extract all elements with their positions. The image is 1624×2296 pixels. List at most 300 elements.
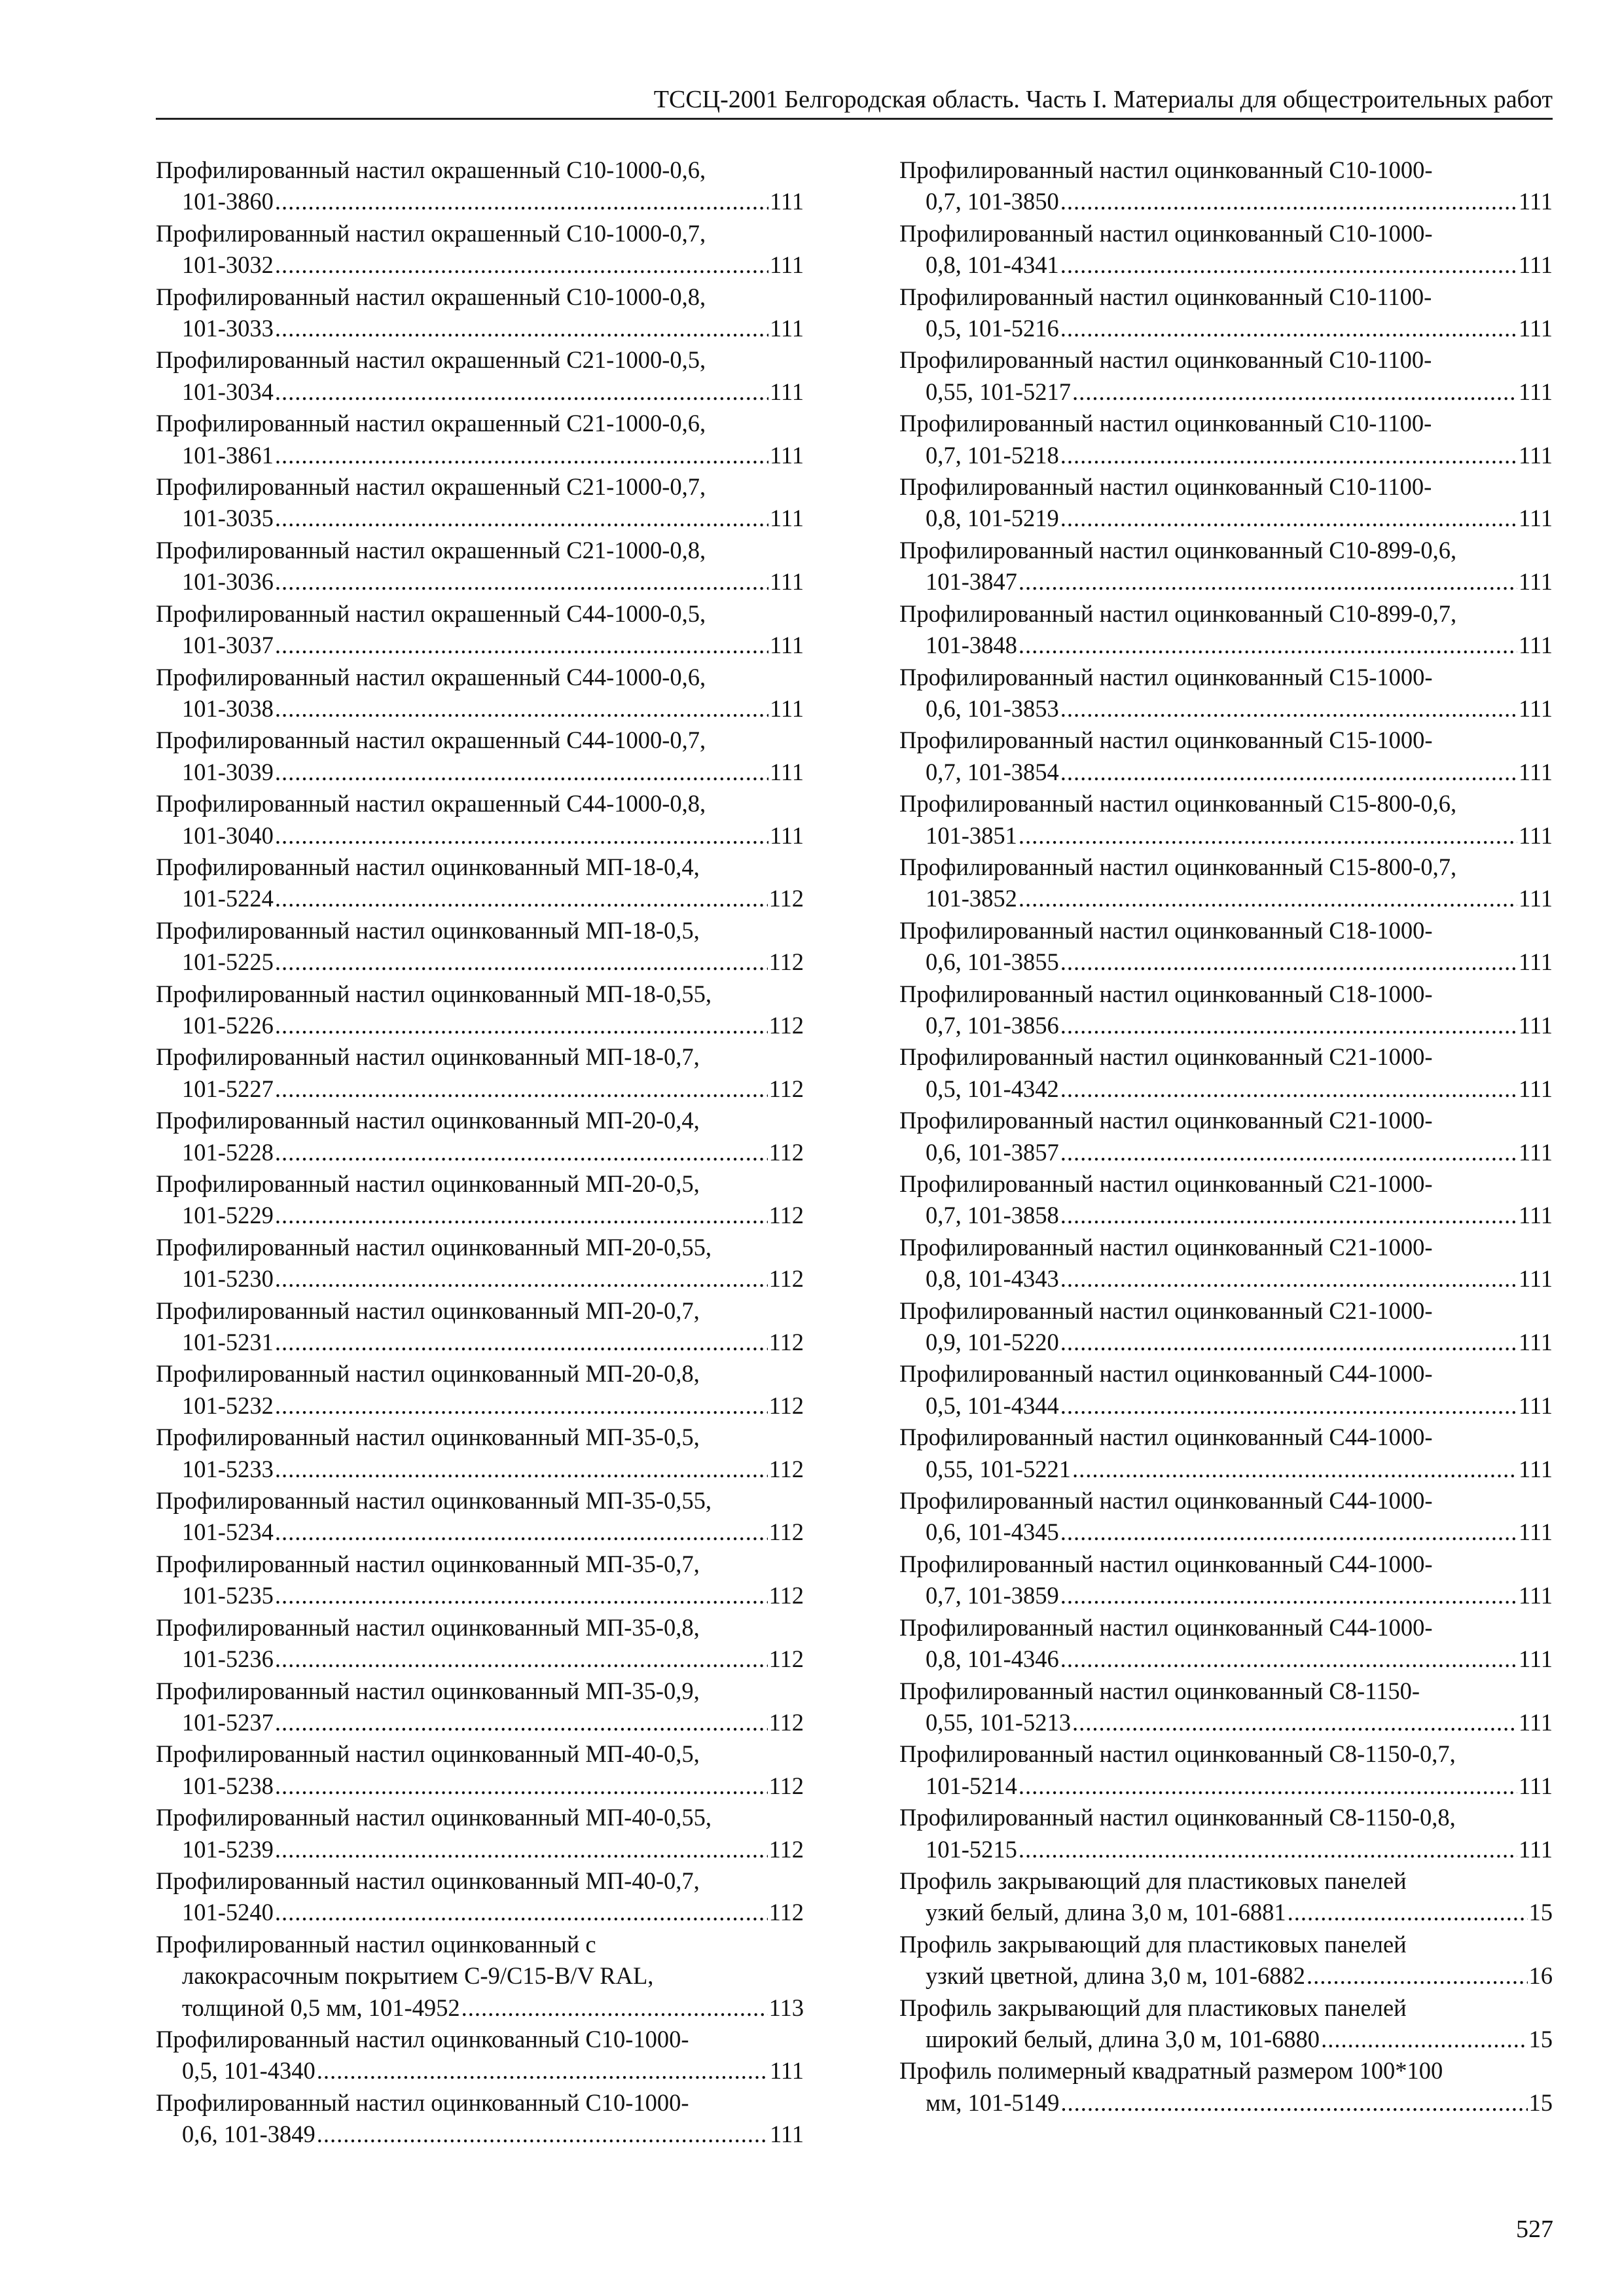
entry-text: Профилированный настил оцинкованный МП-35-0,9, [156,1677,700,1704]
entry-page-number: 111 [1518,1075,1553,1102]
entry-code: толщиной 0,5 мм, 101-4952 [182,1994,460,2021]
entry-last-line [899,2087,1553,2119]
dot-leader [275,1200,768,1231]
entry-code: 101-5232 [182,1391,274,1419]
index-entry [156,1865,804,1929]
index-entry [156,978,804,1042]
index-entry [156,471,804,535]
entry-code: 101-3847 [926,568,1017,596]
entry-last-line [156,376,804,408]
entry-text: Профилированный настил оцинкованный С10-899-0,6, [899,536,1457,564]
entry-last-line [156,1454,804,1485]
entry-code: 101-5229 [182,1202,274,1229]
dot-leader [275,1073,768,1105]
index-entry [899,535,1553,598]
entry-code: 101-3038 [182,694,274,722]
dot-leader [275,1707,768,1738]
entry-last-line [899,1580,1553,1611]
dot-leader [1060,186,1517,217]
dot-leader [275,1516,768,1548]
entry-last-line [899,1516,1553,1548]
entry-text: лакокрасочным покрытием С-9/С15-В/V RAL, [182,1962,654,1990]
entry-last-line [156,249,804,281]
dot-leader [1019,1834,1517,1865]
entry-code: 101-3035 [182,505,274,532]
index-entry [899,154,1553,218]
index-entry [899,852,1553,915]
entry-code: 101-5237 [182,1708,274,1736]
entry-page-number: 111 [769,568,804,596]
entry-page-number: 111 [769,821,804,849]
entry-last-line [899,693,1553,725]
entry-page-number: 111 [769,694,804,722]
entry-text: Профилированный настил окрашенный С21-1000-0,6, [156,410,706,437]
entry-code: 0,5, 101-4344 [926,1391,1059,1419]
entry-code: 101-5239 [182,1835,274,1863]
entry-last-line [156,1200,804,1231]
entry-last-line [899,503,1553,534]
index-entry [899,2055,1553,2119]
index-entry [156,408,804,471]
entry-text: Профиль полимерный квадратный размером 100*100 [899,2057,1443,2085]
entry-last-line [156,1327,804,1358]
dot-leader [275,1834,768,1865]
entry-last-line [156,566,804,598]
index-column-left [156,154,804,2151]
entry-last-line [899,1834,1553,1865]
index-entry [899,218,1553,281]
entry-page-number: 111 [1518,251,1553,279]
entry-last-line [156,186,804,217]
dot-leader [1288,1897,1528,1928]
index-entry [899,725,1553,788]
entry-last-line [899,1897,1553,1928]
entry-page-number: 112 [768,1455,804,1482]
entry-page-number: 111 [1518,948,1553,976]
entry-code: 101-5238 [182,1772,274,1799]
dot-leader [275,883,768,914]
entry-code: 0,6, 101-3849 [182,2121,316,2148]
entry-page-number: 112 [768,1708,804,1736]
dot-leader [1019,630,1517,661]
index-entry [156,1676,804,1739]
entry-code: 101-3032 [182,251,274,279]
entry-text: Профилированный настил окрашенный С21-1000-0,5, [156,346,706,374]
entry-code: 101-5234 [182,1518,274,1546]
entry-text: Профилированный настил оцинкованный МП-20-0,7, [156,1297,700,1324]
index-entry [899,1865,1553,1929]
entry-page-number: 111 [769,632,804,659]
entry-last-line [156,1390,804,1422]
entry-page-number: 112 [768,1265,804,1293]
index-entry [156,1295,804,1359]
entry-last-line [156,440,804,471]
dot-leader [1321,2024,1527,2055]
entry-text: Профилированный настил оцинкованный МП-35-0,8, [156,1613,700,1641]
entry-page-number: 112 [768,1772,804,1799]
dot-leader [275,249,768,281]
entry-page-number: 111 [1518,1518,1553,1546]
entry-page-number: 111 [769,188,804,215]
entry-page-number: 111 [1518,1645,1553,1673]
entry-text: Профилированный настил оцинкованный МП-35-0,5, [156,1424,700,1451]
entry-text: Профилированный настил оцинкованный МП-20-0,8, [156,1360,700,1388]
entry-code: 101-5215 [926,1835,1017,1863]
dot-leader [1019,1770,1517,1802]
entry-last-line [899,1263,1553,1295]
index-entry [899,1992,1553,2056]
index-entry [899,1549,1553,1612]
entry-last-line [899,1200,1553,1231]
entry-code: 0,6, 101-3857 [926,1138,1059,1166]
entry-text: Профилированный настил оцинкованный МП-18-0,7, [156,1043,700,1071]
index-entry [156,1232,804,1295]
index-entry [156,1168,804,1232]
entry-last-line [156,1834,804,1865]
entry-text: Профилированный настил оцинкованный С21-1000- [899,1107,1433,1134]
dot-leader [1060,693,1517,725]
entry-text: Профилированный настил оцинкованный С10-1100- [899,346,1432,374]
entry-code: 101-3861 [182,441,274,469]
entry-last-line [156,313,804,344]
entry-last-line [899,313,1553,344]
entry-text: Профилированный настил оцинкованный С10-1100- [899,410,1432,437]
entry-text: Профилированный настил окрашенный С10-1000-0,7, [156,219,706,247]
dot-leader [1072,1454,1517,1485]
entry-text: Профилированный настил окрашенный С10-1000-0,8, [156,283,706,310]
entry-page-number: 111 [1518,1265,1553,1293]
entry-text: Профилированный настил оцинкованный МП-20-0,5, [156,1170,700,1197]
dot-leader [275,1770,768,1802]
entry-page-number: 15 [1528,2025,1553,2053]
dot-leader [1072,376,1517,408]
entry-last-line [156,1010,804,1041]
dot-leader [275,440,768,471]
entry-page-number: 111 [1518,1772,1553,1799]
index-entry [899,1232,1553,1295]
entry-text: Профилированный настил окрашенный С44-1000-0,5, [156,600,706,627]
entry-code: 101-3848 [926,632,1017,659]
index-entry [156,852,804,915]
entry-page-number: 111 [1518,1391,1553,1419]
entry-text: Профилированный настил оцинкованный С8-1150-0,8, [899,1804,1456,1831]
index-column-right [899,154,1553,2119]
entry-page-number: 111 [1518,1835,1553,1863]
dot-leader [275,1390,768,1422]
entry-page-number: 112 [768,1518,804,1546]
index-entry [156,1041,804,1105]
entry-code: 0,6, 101-3853 [926,694,1059,722]
index-entry [156,725,804,788]
entry-text: Профилированный настил оцинкованный С15-1000- [899,726,1433,754]
index-entry [899,344,1553,408]
dot-leader [1072,1707,1517,1738]
entry-text: Профилированный настил оцинкованный МП-20-0,4, [156,1107,700,1134]
entry-page-number: 111 [1518,441,1553,469]
page-number: 527 [1516,2215,1553,2243]
index-entry [156,1929,804,2024]
entry-page-number: 112 [768,1391,804,1419]
dot-leader [275,376,768,408]
entry-code: 0,6, 101-3855 [926,948,1059,976]
dot-leader [1060,440,1517,471]
entry-last-line [899,440,1553,471]
entry-last-line [899,566,1553,598]
index-entry [156,1738,804,1802]
entry-last-line [156,1516,804,1548]
index-entry [899,1358,1553,1422]
entry-code: 0,55, 101-5217 [926,378,1072,405]
index-entry [899,281,1553,345]
entry-last-line [899,1643,1553,1675]
entry-page-number: 111 [769,378,804,405]
entry-text: Профилированный настил окрашенный С44-1000-0,7, [156,726,706,754]
entry-last-line [899,1960,1553,1992]
entry-last-line [899,376,1553,408]
entry-text: Профилированный настил окрашенный С21-1000-0,8, [156,536,706,564]
entry-last-line [899,820,1553,852]
entry-code: 0,8, 101-4346 [926,1645,1059,1673]
dot-leader [1060,503,1517,534]
entry-page-number: 112 [768,948,804,976]
entry-page-number: 111 [769,441,804,469]
entry-last-line [899,1454,1553,1485]
entry-page-number: 111 [769,758,804,785]
entry-code: узкий белый, длина 3,0 м, 101-6881 [926,1899,1286,1926]
entry-text: Профилированный настил оцинкованный МП-18-0,5, [156,916,700,944]
dot-leader [275,946,768,978]
entry-page-number: 111 [769,2121,804,2148]
index-entry [156,2024,804,2087]
dot-leader [275,820,768,852]
entry-text: Профилированный настил оцинкованный С44-1000- [899,1550,1433,1577]
entry-last-line [899,1073,1553,1105]
entry-page-number: 15 [1528,2089,1553,2116]
entry-text: Профилированный настил оцинкованный МП-18-0,55, [156,980,712,1007]
entry-last-line [899,883,1553,914]
entry-last-line [156,1897,804,1928]
index-entry [156,1422,804,1485]
dot-leader [275,1643,768,1675]
index-entry [899,1929,1553,1992]
dot-leader [1060,1073,1517,1105]
entry-last-line [899,2024,1553,2055]
entry-text: Профиль закрывающий для пластиковых панелей [899,1867,1407,1894]
entry-code: 101-5227 [182,1075,274,1102]
entry-last-line [156,1707,804,1738]
index-entry [899,1485,1553,1549]
index-entry [156,1485,804,1549]
entry-page-number: 112 [768,1835,804,1863]
index-entry [156,788,804,852]
entry-code: 101-5224 [182,885,274,912]
entry-page-number: 111 [1518,758,1553,785]
entry-code: 0,5, 101-4342 [926,1075,1059,1102]
dot-leader [1307,1960,1527,1992]
index-entry [156,154,804,218]
entry-last-line [156,1263,804,1295]
entry-page-number: 111 [1518,1708,1553,1736]
entry-text: Профилированный настил окрашенный С44-1000-0,8, [156,790,706,817]
index-entry [899,788,1553,852]
dot-leader [1060,1580,1517,1611]
entry-text: Профилированный настил оцинкованный С21-1000- [899,1297,1433,1324]
entry-page-number: 111 [1518,568,1553,596]
entry-code: 0,55, 101-5221 [926,1455,1072,1482]
entry-code: 0,7, 101-3859 [926,1582,1059,1609]
dot-leader [1060,1327,1517,1358]
entry-last-line [899,1390,1553,1422]
index-entry [899,598,1553,662]
entry-page-number: 111 [1518,1202,1553,1229]
index-entry [899,1612,1553,1676]
header-title: ТССЦ-2001 Белгородская область. Часть I. Материалы для общестроительных работ [653,86,1553,113]
entry-last-line [899,1137,1553,1168]
entry-code: 101-5214 [926,1772,1017,1799]
entry-last-line [156,1137,804,1168]
entry-code: 0,7, 101-3854 [926,758,1059,785]
index-entry [156,281,804,345]
entry-text: Профиль закрывающий для пластиковых панелей [899,1994,1407,2021]
entry-page-number: 111 [1518,188,1553,215]
dot-leader [1019,883,1517,914]
index-entry [899,1738,1553,1802]
entry-text: Профилированный настил оцинкованный С15-800-0,6, [899,790,1457,817]
entry-text: Профилированный настил оцинкованный С18-1000- [899,916,1433,944]
entry-last-line [899,1010,1553,1041]
index-entry [156,598,804,662]
entry-text: Профилированный настил окрашенный С44-1000-0,6, [156,663,706,691]
index-entry [156,2087,804,2151]
index-entry [899,1802,1553,1865]
index-entry [156,1105,804,1168]
dot-leader [1060,1643,1517,1675]
entry-text: Профилированный настил окрашенный С21-1000-0,7, [156,473,706,501]
entry-last-line [156,946,804,978]
index-entry [156,1802,804,1865]
entry-code: 101-3034 [182,378,274,405]
dot-leader [275,1580,768,1611]
entry-code: узкий цветной, длина 3,0 м, 101-6882 [926,1962,1306,1990]
entry-last-line [156,693,804,725]
entry-code: 0,8, 101-4343 [926,1265,1059,1293]
index-entry [156,1358,804,1422]
entry-last-line [156,2119,804,2150]
entry-page-number: 112 [768,1329,804,1356]
entry-code: 0,9, 101-5220 [926,1329,1059,1356]
entry-code: 101-3852 [926,885,1017,912]
index-entry [899,1105,1553,1168]
entry-code: 101-5235 [182,1582,274,1609]
entry-last-line [156,1992,804,2024]
entry-code: 101-3851 [926,821,1017,849]
entry-page-number: 112 [768,1075,804,1102]
entry-text: Профилированный настил оцинкованный с [156,1930,596,1958]
entry-last-line [156,1770,804,1802]
entry-last-line [899,757,1553,788]
entry-page-number: 111 [769,315,804,342]
entry-page-number: 111 [769,251,804,279]
entry-code: 0,5, 101-4340 [182,2057,316,2085]
entry-last-line [156,1643,804,1675]
entry-text: Профилированный настил оцинкованный С8-1150-0,7, [899,1740,1456,1768]
dot-leader [1060,1516,1517,1548]
dot-leader [1019,566,1517,598]
dot-leader [275,1327,768,1358]
entry-code: 0,7, 101-3856 [926,1011,1059,1039]
entry-text: Профилированный настил оцинкованный С44-1000- [899,1487,1433,1515]
entry-page-number: 112 [768,1582,804,1609]
entry-page-number: 112 [768,1202,804,1229]
dot-leader [275,1454,768,1485]
entry-code: 101-3033 [182,315,274,342]
entry-last-line [899,186,1553,217]
entry-code: 101-3039 [182,758,274,785]
dot-leader [275,757,768,788]
entry-text: Профилированный настил оцинкованный С44-1000- [899,1424,1433,1451]
entry-last-line [156,2055,804,2087]
entry-last-line [156,757,804,788]
dot-leader [275,1010,768,1041]
index-entry [156,915,804,978]
entry-text: Профилированный настил оцинкованный С15-800-0,7, [899,853,1457,880]
entry-code: 101-5230 [182,1265,274,1293]
entry-page-number: 113 [768,1994,804,2021]
entry-code: мм, 101-5149 [926,2089,1060,2116]
entry-code: 101-5240 [182,1899,274,1926]
dot-leader [275,503,768,534]
index-entry [899,1168,1553,1232]
entry-code: 101-5226 [182,1011,274,1039]
entry-page-number: 112 [768,1645,804,1673]
entry-last-line [156,1073,804,1105]
entry-page-number: 111 [1518,315,1553,342]
dot-leader [1060,757,1517,788]
index-entry [156,1549,804,1612]
entry-code: 101-3040 [182,821,274,849]
entry-text: Профилированный настил оцинкованный С10-1000- [899,219,1433,247]
entry-last-line [156,503,804,534]
entry-text: Профилированный настил оцинкованный С10-1100- [899,283,1432,310]
entry-last-line [156,1580,804,1611]
entry-code: 101-3037 [182,632,274,659]
dot-leader [275,630,768,661]
entry-page-number: 111 [1518,694,1553,722]
entry-page-number: 111 [1518,1011,1553,1039]
entry-last-line [899,946,1553,978]
index-entry [156,1612,804,1676]
entry-page-number: 111 [1518,1455,1553,1482]
entry-text: Профилированный настил оцинкованный С21-1000- [899,1233,1433,1261]
entry-last-line [899,249,1553,281]
entry-code: 0,6, 101-4345 [926,1518,1059,1546]
entry-text: Профилированный настил оцинкованный С21-1000- [899,1170,1433,1197]
entry-text: Профилированный настил оцинкованный С10-899-0,7, [899,600,1457,627]
entry-text: Профилированный настил оцинкованный МП-40-0,55, [156,1804,712,1831]
dot-leader [1060,1200,1517,1231]
entry-text: Профилированный настил оцинкованный С10-1000- [899,156,1433,183]
dot-leader [1060,1137,1517,1168]
index-entry [156,535,804,598]
entry-page-number: 111 [1518,632,1553,659]
index-entry [156,662,804,725]
entry-text: Профилированный настил оцинкованный С8-1150- [899,1677,1420,1704]
entry-page-number: 112 [768,1899,804,1926]
dot-leader [275,313,768,344]
dot-leader [1060,1390,1517,1422]
index-entry [899,1295,1553,1359]
entry-text: Профилированный настил оцинкованный МП-35-0,7, [156,1550,700,1577]
